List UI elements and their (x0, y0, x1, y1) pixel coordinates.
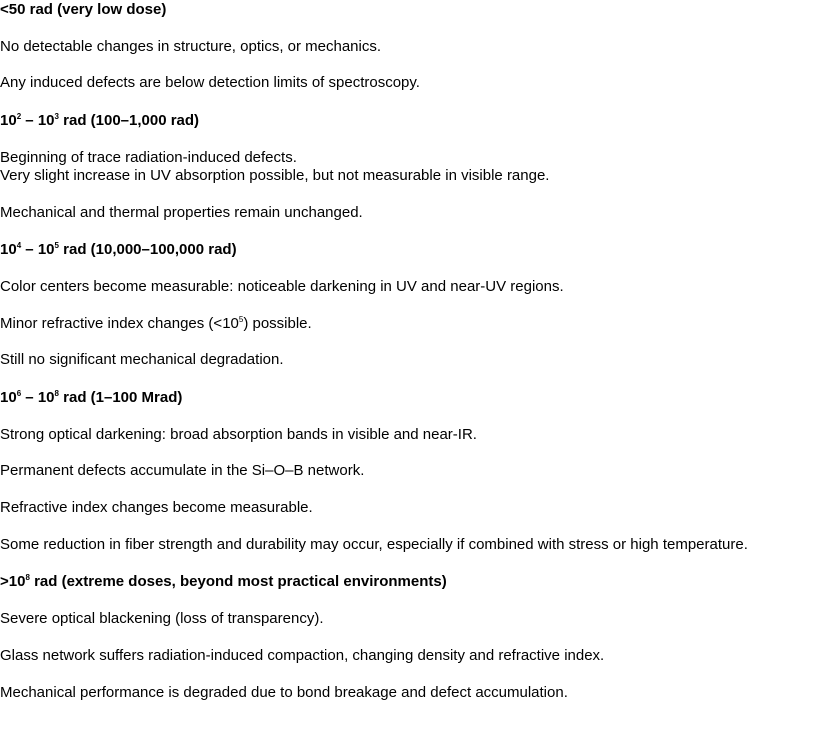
paragraph-line: Mechanical and thermal properties remain unchanged. (0, 204, 363, 221)
paragraph-line: Permanent defects accumulate in the Si–O–B network. (0, 462, 365, 479)
paragraph-line: Minor refractive index changes $(<10^5)$ possible. (0, 315, 312, 332)
paragraph-line: Beginning of trace radiation-induced defects. (0, 149, 297, 166)
paragraph-line: Mechanical performance is degraded due to bond breakage and defect accumulation. (0, 684, 568, 701)
section-heading-very-low-dose: <50 rad (very low dose) (0, 1, 167, 18)
section-heading-low-dose: $10^2 - 10^3$ rad (100–1,000 rad) (0, 112, 200, 129)
paragraph-line: Color centers become measurable: noticeable darkening in UV and near-UV regions. (0, 278, 564, 295)
paragraph-line: Severe optical blackening (loss of transparency). (0, 610, 324, 627)
section-heading-moderate-dose: $10^4 - 10^5$ rad (10,000–100,000 rad) (0, 241, 237, 258)
paragraph-line: Some reduction in fiber strength and durability may occur, especially if combined with stress or high temperature. (0, 536, 748, 553)
paragraph-line: Still no significant mechanical degradation. (0, 351, 284, 368)
paragraph-line: No detectable changes in structure, optics, or mechanics. (0, 38, 382, 55)
paragraph-line: Any induced defects are below detection limits of spectroscopy. (0, 74, 420, 91)
section-heading-extreme-dose: $>10^8$ rad (extreme doses, beyond most practical environments) (0, 573, 447, 590)
paragraph-line: Refractive index changes become measurable. (0, 499, 313, 516)
section-heading-high-dose: $10^6 - 10^8$ rad (1–100 Mrad) (0, 389, 183, 406)
paragraph-line: Strong optical darkening: broad absorption bands in visible and near-IR. (0, 426, 477, 443)
paragraph-line: Very slight increase in UV absorption possible, but not measurable in visible range. (0, 167, 550, 184)
paragraph-line: Glass network suffers radiation-induced compaction, changing density and refractive index. (0, 647, 605, 664)
